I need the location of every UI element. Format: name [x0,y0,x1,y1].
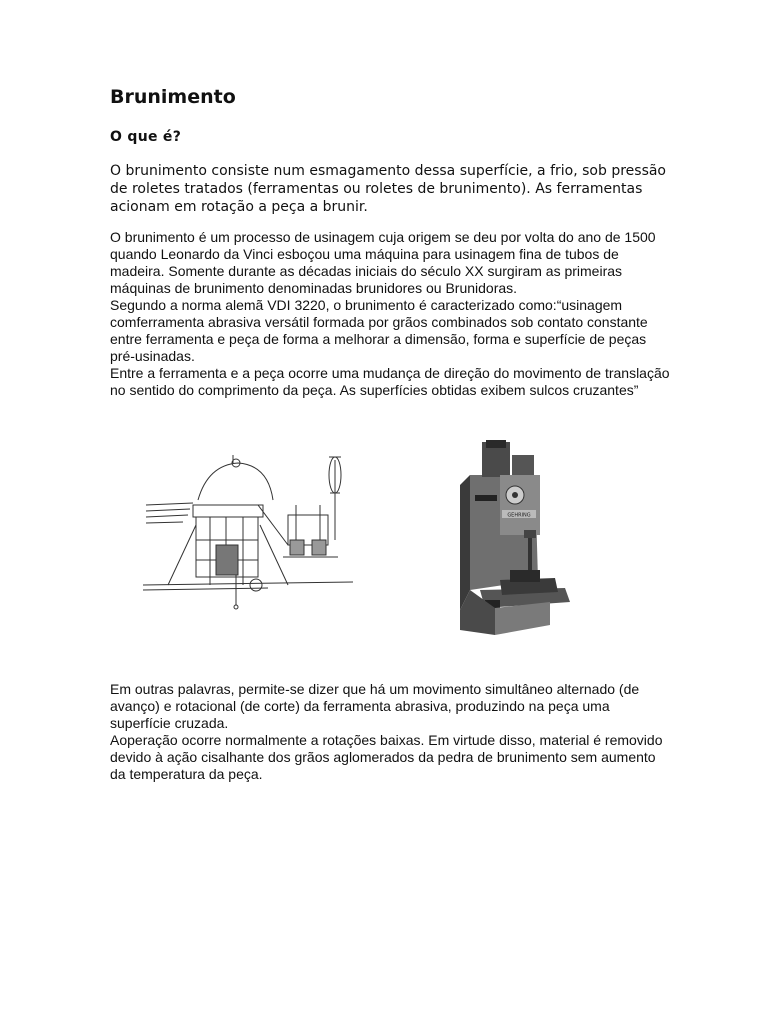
paragraph: Segundo a norma alemã VDI 3220, o brunimento é caracterizado como:“usinagem comferramenta abrasiva versátil formada por grãos combinados sob contato constante entre ferramenta e peça de forma a melhorar a dimensão, forma e superfície de peças pré-usinadas. [110,297,648,364]
paragraph: Entre a ferramenta e a peça ocorre uma mudança de direção do movimento de translação no sentido do comprimento da peça. As superfícies obtidas exibem sulcos cruzantes” [110,365,670,398]
history-text-block [110,229,670,399]
da-vinci-sketch-image [138,445,358,625]
honing-machine-image [440,440,575,640]
paragraph: Aoperação ocorre normalmente a rotações baixas. Em virtude disso, material é removido devido à ação cisalhante dos grãos aglomerados da pedra de brunimento sem aumento da temperatura da peça. [110,732,663,782]
section-heading: O que é? [110,129,182,145]
intro-paragraph: O brunimento consiste num esmagamento dessa superfície, a frio, sob pressão de roletes tratados (ferramentas ou roletes de brunimento). As ferramentas acionam em rotação a peça a brunir. [110,163,667,215]
paragraph: Em outras palavras, permite-se dizer que há um movimento simultâneo alternado (de avanço) e rotacional (de corte) da ferramenta abrasiva, produzindo na peça uma superfície cruzada. [110,681,640,731]
paragraph: O brunimento é um processo de usinagem cuja origem se deu por volta do ano de 1500 quando Leonardo da Vinci esboçou uma máquina para usinagem fina de tubos de madeira. Somente durante as décadas iniciais do século XX surgiram as primeiras máquinas de brunimento denominadas brunidores ou Brunidoras. [110,229,656,296]
page-title: Brunimento [110,86,236,108]
machine-brand-label: GEHRING [507,512,531,519]
explanation-text-block [110,681,670,783]
